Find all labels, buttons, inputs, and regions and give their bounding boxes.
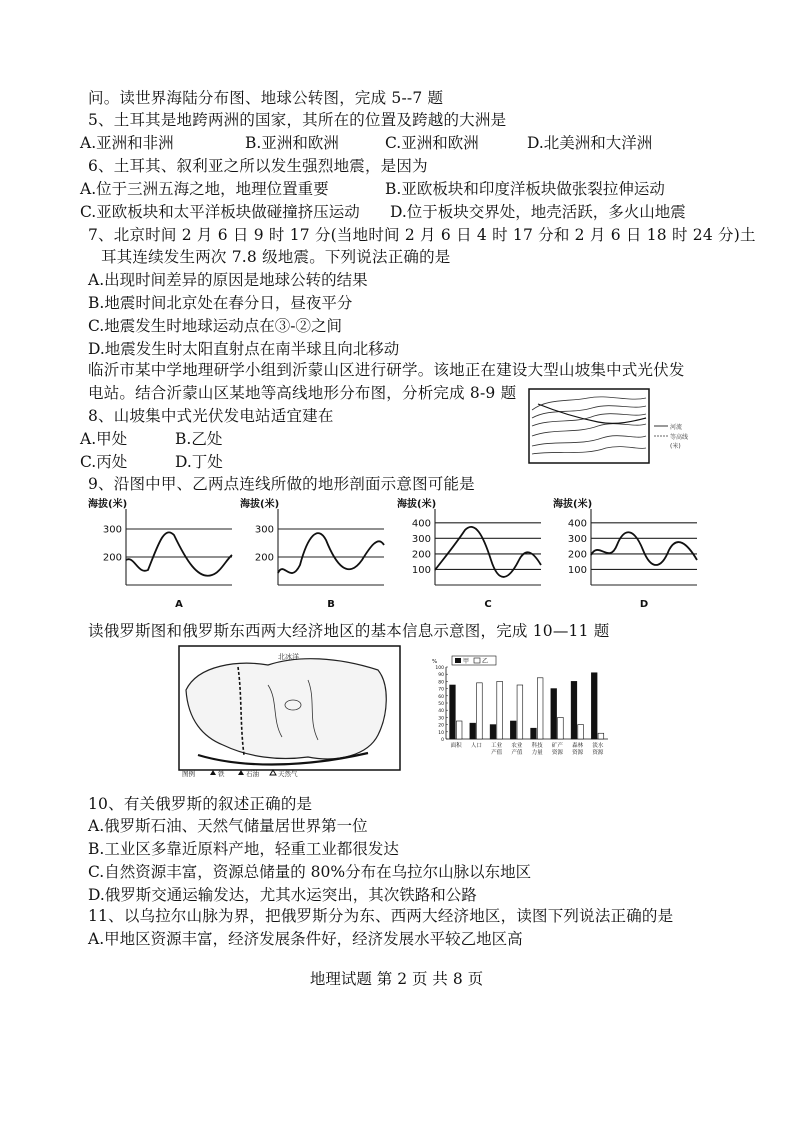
chart-category-label: 面积 (450, 743, 462, 749)
bar-jia-6 (571, 681, 577, 739)
q6-option-c[interactable]: C.亚欧板块和太平洋板块做碰撞挤压运动 (80, 203, 360, 221)
q7-option-a[interactable]: A.出现时间差异的原因是地球公转的结果 (88, 271, 368, 289)
profile-ylabel: 海拔(米) (397, 499, 437, 510)
chart-category-label: 资源 (592, 750, 604, 756)
question-9: 9、沿图中甲、乙两点连线所做的地形剖面示意图可能是 (88, 475, 475, 493)
chart-ytick: 40 (438, 709, 444, 715)
intro-10: 读俄罗斯图和俄罗斯东西两大经济地区的基本信息示意图，完成 10—11 题 (88, 622, 610, 640)
bar-yi-4 (537, 678, 543, 739)
profile-curve (591, 532, 697, 565)
chart-ylabel: % (432, 659, 438, 665)
chart-category-label: 森林 (572, 743, 584, 749)
intro-8-line1: 临沂市某中学地理研学小组到沂蒙山区进行研学。该地正在建设大型山坡集中式光伏发 (88, 361, 685, 379)
chart-category-label: 淡水 (592, 743, 604, 749)
bar-jia-2 (490, 725, 496, 739)
profile-tick-label: 400 (567, 518, 587, 530)
profile-tick-label: 400 (411, 518, 431, 530)
question-5: 5、土耳其是地跨两洲的国家，其所在的位置及跨越的大洲是 (88, 111, 507, 129)
profile-letter: D (639, 599, 649, 609)
bar-jia-4 (531, 728, 537, 739)
profile-letter: C (484, 599, 492, 609)
chart-ytick: 30 (438, 716, 444, 722)
q8-option-b[interactable]: B.乙处 (175, 430, 223, 448)
q10-option-a[interactable]: A.俄罗斯石油、天然气储量居世界第一位 (88, 817, 368, 835)
profile-tick-label: 100 (567, 564, 587, 576)
chart-category-label: 人口 (470, 743, 482, 749)
legend-title: 图例 (182, 770, 195, 778)
russia-economic-chart (430, 655, 615, 770)
chart-category-label: 工业 (491, 743, 503, 749)
contour-map-figure (528, 388, 704, 464)
legend-unit: (米) (670, 443, 681, 450)
bar-jia-5 (551, 689, 557, 739)
q7-option-d[interactable]: D.地震发生时太阳直射点在南半球且向北移动 (88, 340, 400, 358)
q8-option-c[interactable]: C.丙处 (80, 453, 128, 471)
profile-ylabel: 海拔(米) (553, 499, 593, 510)
profile-curve (126, 532, 232, 575)
profile-panel-a[interactable] (88, 497, 238, 609)
q8-option-a[interactable]: A.甲处 (80, 430, 128, 448)
legend-swatch-jia (455, 658, 461, 663)
profile-tick-label: 200 (102, 552, 122, 564)
question-7-line1: 7、北京时间 2 月 6 日 9 时 17 分(当地时间 2 月 6 日 4 时 17 分和 2 月 6 日 18 时 24 分)土 (88, 226, 756, 244)
chart-ytick: 10 (438, 730, 444, 736)
chart-category-label: 科技 (531, 743, 543, 749)
bar-yi-5 (558, 717, 564, 739)
intro-line: 问。读世界海陆分布图、地球公转图，完成 5--7 题 (88, 89, 444, 107)
bar-jia-3 (510, 721, 516, 739)
profile-curve (278, 533, 384, 573)
legend-iron: 铁 (218, 770, 225, 778)
q11-option-a[interactable]: A.甲地区资源丰富，经济发展条件好，经济发展水平较乙地区高 (88, 930, 523, 948)
profile-ylabel: 海拔(米) (88, 499, 128, 510)
q7-option-b[interactable]: B.地震时间北京处在春分日，昼夜平分 (88, 294, 353, 312)
profile-tick-label: 200 (567, 549, 587, 561)
profile-panel-d[interactable] (553, 497, 703, 609)
legend-label-yi: 乙 (482, 658, 489, 665)
profile-letter: B (327, 599, 335, 609)
legend-river: 河流 (670, 424, 683, 431)
q6-option-d[interactable]: D.位于板块交界处，地壳活跃，多火山地震 (390, 203, 686, 221)
page-footer: 地理试题 第 2 页 共 8 页 (309, 970, 484, 988)
chart-category-label: 资源 (551, 750, 563, 756)
bar-yi-1 (477, 683, 483, 739)
q5-option-c[interactable]: C.亚洲和欧洲 (385, 134, 479, 152)
chart-ytick: 0 (441, 738, 444, 743)
question-6: 6、土耳其、叙利亚之所以发生强烈地震，是因为 (88, 157, 428, 175)
profile-tick-label: 300 (102, 524, 122, 536)
chart-category-label: 产值 (511, 750, 523, 756)
q6-option-a[interactable]: A.位于三洲五海之地，地理位置重要 (80, 180, 329, 198)
q10-option-d[interactable]: D.俄罗斯交通运输发达，尤其水运突出，其次铁路和公路 (88, 886, 477, 904)
chart-category-label: 产值 (491, 750, 503, 756)
map-legend (654, 423, 688, 450)
chart-ytick: 90 (438, 673, 444, 679)
chart-category-label: 矿产 (551, 743, 563, 749)
legend-swatch-yi (474, 658, 480, 663)
chart-category-label: 农业 (511, 743, 523, 749)
bar-yi-6 (578, 725, 584, 739)
profile-tick-label: 300 (567, 533, 587, 545)
profile-letter: A (175, 599, 183, 609)
bar-yi-7 (598, 733, 604, 739)
q6-option-b[interactable]: B.亚欧板块和印度洋板块做张裂拉伸运动 (385, 180, 665, 198)
q8-option-d[interactable]: D.丁处 (175, 453, 223, 471)
question-7-line2: 耳其连续发生两次 7.8 级地震。下列说法正确的是 (101, 248, 451, 266)
chart-ytick: 50 (438, 702, 444, 707)
bar-jia-1 (470, 723, 476, 739)
profile-tick-label: 200 (254, 552, 274, 564)
profile-panel-c[interactable] (397, 497, 547, 609)
chart-category-label: 资源 (572, 750, 584, 756)
q5-option-a[interactable]: A.亚洲和非洲 (80, 134, 174, 152)
bar-yi-2 (497, 681, 503, 739)
profile-tick-label: 300 (254, 524, 274, 536)
question-8: 8、山坡集中式光伏发电站适宜建在 (88, 407, 334, 425)
q10-option-c[interactable]: C.自然资源丰富，资源总储量的 80%分布在乌拉尔山脉以东地区 (88, 863, 532, 881)
question-11: 11、以乌拉尔山脉为界，把俄罗斯分为东、西两大经济地区，读图下列说法正确的是 (88, 907, 674, 925)
legend-oil: 石油 (246, 770, 259, 778)
legend-label-jia: 甲 (463, 658, 470, 665)
q7-option-c[interactable]: C.地震发生时地球运动点在③-②之间 (88, 317, 342, 335)
q5-option-d[interactable]: D.北美洲和大洋洲 (527, 134, 653, 152)
bar-jia-7 (591, 673, 597, 739)
arctic-ocean-label: 北冰洋 (278, 653, 299, 661)
legend-gas: 天然气 (278, 770, 298, 778)
chart-ytick: 80 (438, 680, 444, 686)
russia-map-figure (178, 645, 401, 778)
profile-tick-label: 300 (411, 533, 431, 545)
q5-option-b[interactable]: B.亚洲和欧洲 (245, 134, 339, 152)
intro-8-line2: 电站。结合沂蒙山区某地等高线地形分布图，分析完成 8-9 题 (88, 384, 517, 402)
chart-category-label: 力量 (531, 750, 543, 756)
bar-yi-3 (517, 685, 523, 739)
bar-jia-0 (450, 685, 456, 739)
q10-option-b[interactable]: B.工业区多靠近原料产地，轻重工业都很发达 (88, 840, 399, 858)
question-10: 10、有关俄罗斯的叙述正确的是 (88, 795, 313, 813)
bar-yi-0 (456, 721, 462, 739)
legend-contour: 等高线 (670, 434, 689, 441)
profile-ylabel: 海拔(米) (240, 499, 280, 510)
chart-ytick: 70 (438, 687, 444, 693)
chart-ytick: 20 (438, 723, 444, 729)
profile-tick-label: 100 (411, 564, 431, 576)
chart-legend (452, 656, 496, 665)
profile-tick-label: 200 (411, 549, 431, 561)
profile-panel-b[interactable] (240, 497, 390, 609)
chart-ytick: 100 (435, 666, 444, 671)
chart-ytick: 60 (438, 694, 444, 700)
